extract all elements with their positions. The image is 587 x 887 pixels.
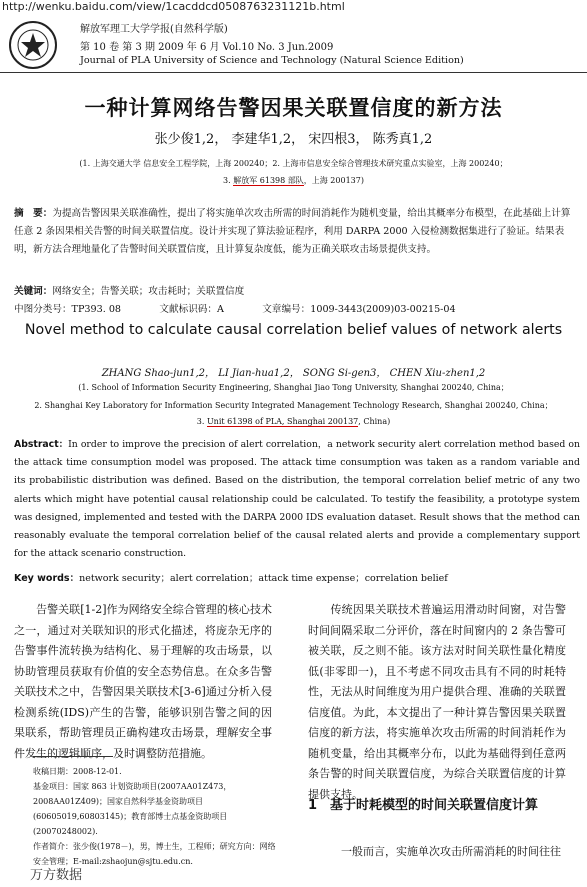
affiliation-cn-line1: (1. 上海交通大学 信息安全工程学院，上海 200240；2. 上海市信息安全综合管理技术研究重点实验室，上海 200240； — [79, 159, 508, 168]
paper-title-cn: 一种计算网络告警因果关联置信度的新方法 — [84, 95, 503, 120]
section-heading: 1 基于时耗模型的时间关联置信度计算 — [308, 798, 539, 813]
abstract-cn — [14, 205, 580, 259]
footnote-fund: 基金项目：国家 863 计划资助项目(2007AA01Z473，2008AA01Z409)；国家自然科学基金资助项目(60605019,60803145)；教育部博士点基金资助项目(20070248002). — [33, 782, 232, 836]
keywords-cn-label: 关键词： — [14, 286, 53, 297]
affiliation-en-line1: (1. School of Information Security Engineering, Shanghai Jiao Tong University, Shanghai 200240, China； — [78, 383, 509, 392]
affiliation-cn-prefix: 3. — [223, 176, 234, 185]
header-rule — [0, 72, 587, 73]
authors-en: ZHANG Shao-jun1,2， LI Jian-hua1,2， SONG Si-gen3， CHEN Xiu-zhen1,2 — [101, 368, 486, 379]
body-right-column: 传统因果关联技术普遍运用滑动时间窗，对告警时间间隔采取二分评价，落在时间窗内的 2 条告警可被关联，反之则不能。该方法对时间关联性量化精度低(非零即一)，且不考虑不同攻击具有不同的时耗特性，无法从时间维度为用户提供合理、准确的关联置信度值。为此，本文提出了一种计算告警因果关联置信度的新方法，将实施单次攻击所需的时间消耗作为随机变量，给出其概率分布，以此为基础得到任意两条告警的时间关联置信度，为综合关联置信度的计算提供支持。 — [308, 603, 566, 801]
footnote-author: 作者简介：张少俊(1978－)，男，博士生，工程师；研究方向：网络安全管理；E-mail:zshaojun@sjtu.edu.cn. — [33, 842, 276, 866]
journal-name-en: Journal of PLA University of Science and Technology (Natural Science Edition) — [80, 55, 464, 66]
keywords-cn — [14, 283, 244, 297]
highlighted-unit-cn: 解放军 61398 部队 — [233, 176, 304, 185]
journal-name-cn: 解放军理工大学学报(自然科学版) — [80, 24, 228, 35]
paper-title-en: Novel method to calculate causal correlation belief values of network alerts — [24, 322, 563, 338]
browser-url[interactable]: http://wenku.baidu.com/view/1cacddcd0508763231121b.html — [2, 0, 345, 13]
affiliation-cn-suffix: ，上海 200137) — [303, 176, 364, 185]
watermark: 万方数据 — [30, 868, 83, 883]
keywords-en-text: network security；alert correlation；attack time expense；correlation belief — [79, 573, 448, 584]
footnotes — [33, 764, 283, 869]
authors-cn: 张少俊1,2， 李建华1,2， 宋四根3， 陈秀真1,2 — [154, 132, 433, 147]
affiliation-cn-line2 — [0, 175, 587, 186]
footnote-received: 收稿日期：2008-12-01. — [33, 767, 122, 776]
abstract-en — [14, 436, 580, 563]
abstract-cn-text: 为提高告警因果关联准确性，提出了将实施单次攻击所需的时间消耗作为随机变量，给出其概率分布模型，在此基础上计算任意 2 条因果相关告警的时间关联置信度。设计并实现了算法验证程序，利用 DARPA 2000 入侵检测数据集进行了验证。结果表明，新方法合理地量化了告警时间关联置信度，且计算复杂度低，能为正确关联攻击场景提供支持。 — [14, 208, 571, 255]
keywords-cn-text: 网络安全；告警关联；攻击耗时；关联置信度 — [52, 286, 245, 297]
journal-issue-line: 第 10 卷 第 3 期 2009 年 6 月 Vol.10 No. 3 Jun.2009 — [80, 42, 334, 53]
classification-line: 中图分类号：TP393. 08 文献标识码：A 文章编号：1009-3443(2009)03-00215-04 — [14, 304, 456, 315]
footnote-rule — [33, 756, 113, 757]
affiliation-en-line3 — [0, 417, 587, 426]
body-left-column: 告警关联[1-2]作为网络安全综合管理的核心技术之一，通过对关联知识的形式化描述，将庞杂无序的告警事件流转换为结构化、易于理解的攻击场景，以协助管理员获取有价值的安全态势信息。在众多告警关联技术之中，告警因果关联技术[3-6]通过分析入侵检测系统(IDS)产生的告警，能够识别告警之间的因果联系，帮助管理员正确构建攻击场景，理解安全事件发生的逻辑顺序，及时调整防范措施。 — [14, 603, 272, 760]
affiliation-en-line2: 2. Shanghai Key Laboratory for Information Security Integrated Management Technology Research, Shanghai 200240, China； — [34, 401, 553, 410]
section-body: 一般而言，实施单次攻击所需消耗的时间往往 — [330, 845, 561, 858]
keywords-en — [14, 570, 448, 584]
abstract-en-label: Abstract： — [14, 439, 69, 450]
affiliation-en-prefix: 3. — [196, 417, 207, 426]
affiliation-en-suffix: , China) — [358, 417, 391, 426]
university-logo — [8, 20, 58, 70]
abstract-en-text: In order to improve the precision of alert correlation，a network security alert correlation method based on the attack time consumption model was proposed. The attack time consumption was taken as a random variable and its probabilistic distribution was defined. Based on the distribution, the temporal correlation belief metric of any two alerts which might have potential causal relationship could be calculated. To testify the feasibility, a prototype system was designed, implemented and tested with the DARPA 2000 IDS evaluation dataset. Result shows that the method can reasonably evaluate the temporal correlation belief of the causal related alerts and provide a complementary support for the attack scenario construction. — [14, 439, 580, 560]
abstract-cn-label: 摘 要： — [14, 208, 53, 219]
highlighted-unit-en: Unit 61398 of PLA, Shanghai 200137 — [206, 417, 359, 426]
keywords-en-label: Key words： — [14, 573, 80, 584]
